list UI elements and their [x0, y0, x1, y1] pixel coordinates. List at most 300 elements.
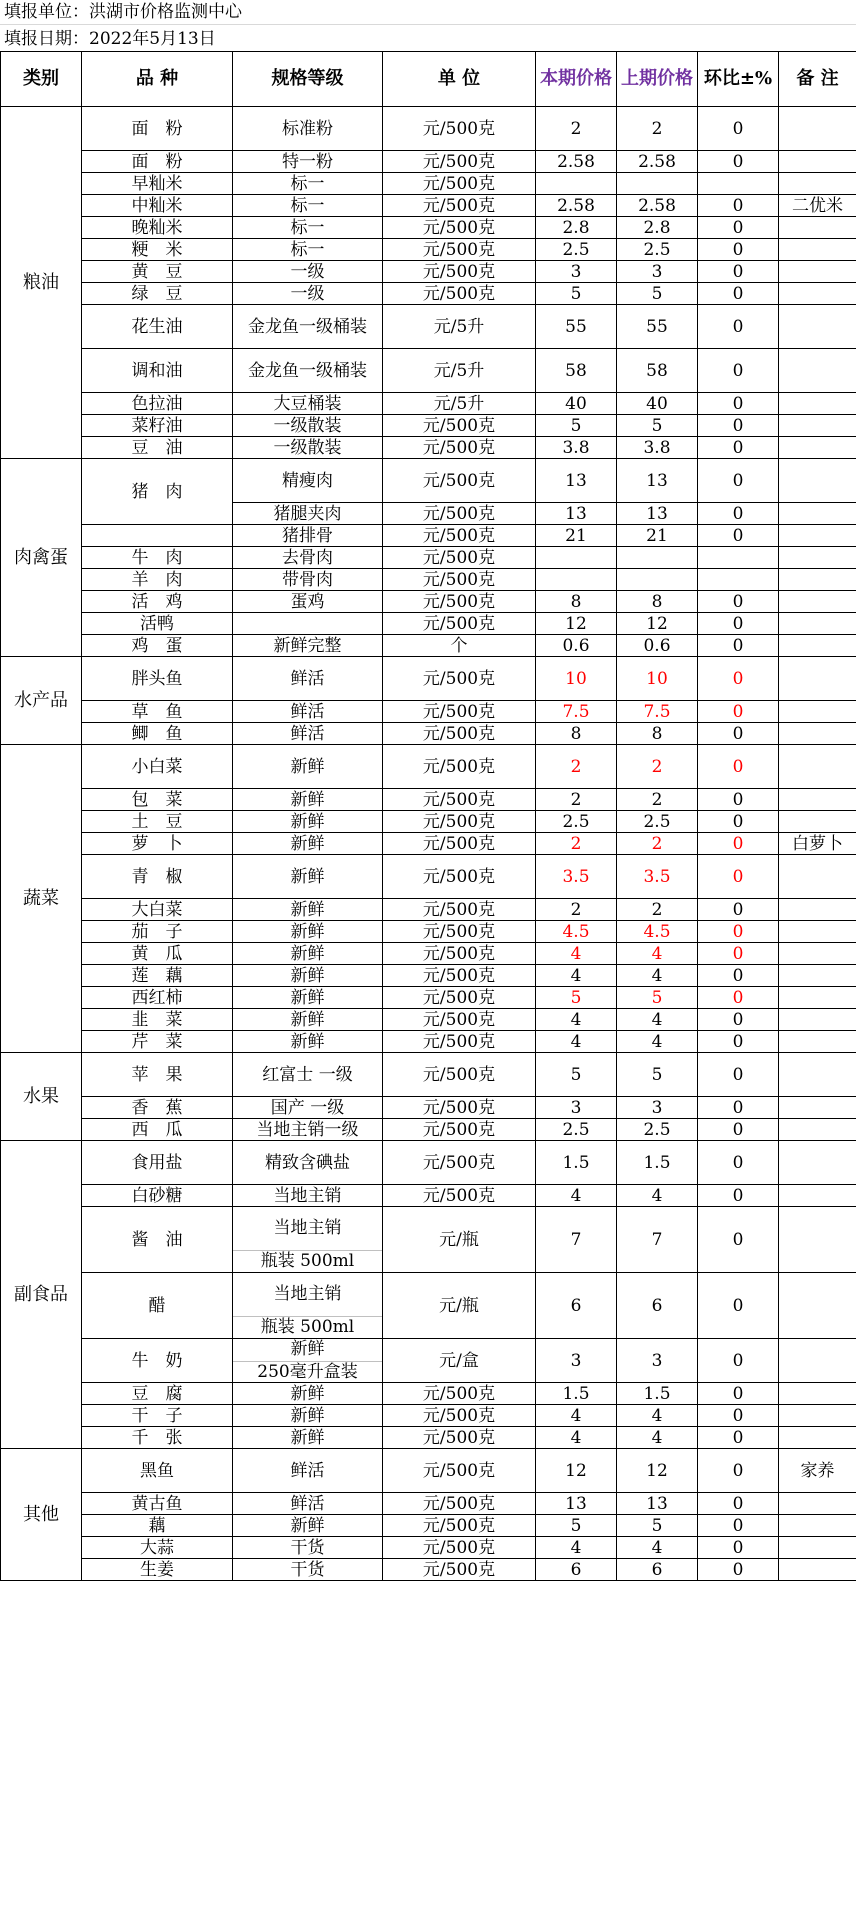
category-cell: 肉禽蛋 — [1, 459, 82, 657]
spec-cell: 新鲜 — [233, 1031, 383, 1053]
table-row — [1, 547, 856, 569]
current-price-cell: 2.5 — [536, 239, 617, 261]
current-price-cell: 4 — [536, 1405, 617, 1427]
spec-line-2: 瓶装 500ml — [233, 1250, 382, 1271]
table-row — [1, 1141, 856, 1185]
current-price-cell: 2.5 — [536, 1119, 617, 1141]
item-name-cell: 茄 子 — [82, 921, 233, 943]
unit-cell: 元/500克 — [383, 1031, 536, 1053]
current-price-cell: 2 — [536, 789, 617, 811]
current-price-cell: 5 — [536, 1515, 617, 1537]
previous-price-cell — [617, 547, 698, 569]
note-cell — [779, 459, 856, 503]
spec-cell: 新鲜 — [233, 899, 383, 921]
spec-cell: 新鲜完整 — [233, 635, 383, 657]
unit-cell: 元/500克 — [383, 503, 536, 525]
previous-price-cell: 3.8 — [617, 437, 698, 459]
note-cell — [779, 811, 856, 833]
note-cell — [779, 569, 856, 591]
current-price-cell: 13 — [536, 503, 617, 525]
note-cell: 二优米 — [779, 195, 856, 217]
note-cell — [779, 217, 856, 239]
table-row — [1, 987, 856, 1009]
note-cell — [779, 1273, 856, 1339]
change-cell: 0 — [698, 987, 779, 1009]
spec-cell — [233, 613, 383, 635]
change-cell: 0 — [698, 393, 779, 415]
previous-price-cell: 2.5 — [617, 239, 698, 261]
change-cell: 0 — [698, 107, 779, 151]
current-price-cell: 2 — [536, 745, 617, 789]
change-cell: 0 — [698, 789, 779, 811]
current-price-cell: 55 — [536, 305, 617, 349]
note-cell — [779, 437, 856, 459]
change-cell: 0 — [698, 503, 779, 525]
item-name-cell: 西红柿 — [82, 987, 233, 1009]
unit-cell: 元/5升 — [383, 393, 536, 415]
note-cell — [779, 1031, 856, 1053]
previous-price-cell: 2 — [617, 745, 698, 789]
unit-cell: 元/500克 — [383, 1427, 536, 1449]
change-cell: 0 — [698, 217, 779, 239]
table-row — [1, 459, 856, 503]
note-cell — [779, 1537, 856, 1559]
previous-price-cell: 2 — [617, 899, 698, 921]
spec-cell: 精致含碘盐 — [233, 1141, 383, 1185]
table-row — [1, 921, 856, 943]
unit-cell: 元/瓶 — [383, 1207, 536, 1273]
table-row — [1, 1493, 856, 1515]
table-row — [1, 261, 856, 283]
table-row — [1, 195, 856, 217]
unit-cell: 元/500克 — [383, 547, 536, 569]
spec-cell: 新鲜 — [233, 965, 383, 987]
item-name-cell: 包 菜 — [82, 789, 233, 811]
item-name-cell: 鸡 蛋 — [82, 635, 233, 657]
previous-price-cell: 55 — [617, 305, 698, 349]
change-cell: 0 — [698, 1097, 779, 1119]
item-name-cell: 生姜 — [82, 1559, 233, 1581]
item-name-cell: 早籼米 — [82, 173, 233, 195]
change-cell — [698, 173, 779, 195]
col-header-item: 品 种 — [82, 52, 233, 107]
unit-cell: 元/500克 — [383, 173, 536, 195]
spec-cell: 一级散装 — [233, 415, 383, 437]
change-cell: 0 — [698, 921, 779, 943]
previous-price-cell: 4 — [617, 1185, 698, 1207]
table-row — [1, 1053, 856, 1097]
col-header-note: 备 注 — [779, 52, 856, 107]
previous-price-cell: 5 — [617, 283, 698, 305]
table-row — [1, 1515, 856, 1537]
change-cell: 0 — [698, 723, 779, 745]
change-cell: 0 — [698, 239, 779, 261]
spec-cell: 当地主销 — [233, 1185, 383, 1207]
note-cell — [779, 1185, 856, 1207]
category-cell: 粮油 — [1, 107, 82, 459]
previous-price-cell: 3 — [617, 1339, 698, 1383]
previous-price-cell: 12 — [617, 613, 698, 635]
table-row — [1, 789, 856, 811]
spec-cell — [233, 1339, 383, 1383]
table-row — [1, 701, 856, 723]
item-name-cell: 活鸭 — [82, 613, 233, 635]
spec-cell: 去骨肉 — [233, 547, 383, 569]
previous-price-cell: 2.8 — [617, 217, 698, 239]
note-cell — [779, 503, 856, 525]
note-cell — [779, 1119, 856, 1141]
item-name-cell: 牛 肉 — [82, 547, 233, 569]
spec-cell: 标一 — [233, 217, 383, 239]
spec-cell: 鲜活 — [233, 723, 383, 745]
current-price-cell: 4 — [536, 1009, 617, 1031]
table-row — [1, 1009, 856, 1031]
current-price-cell: 58 — [536, 349, 617, 393]
change-cell: 0 — [698, 1053, 779, 1097]
current-price-cell: 3.8 — [536, 437, 617, 459]
unit-cell: 元/500克 — [383, 1097, 536, 1119]
unit-cell: 元/500克 — [383, 1449, 536, 1493]
unit-cell: 元/500克 — [383, 437, 536, 459]
unit-cell: 元/500克 — [383, 943, 536, 965]
current-price-cell: 4 — [536, 965, 617, 987]
item-name-cell: 调和油 — [82, 349, 233, 393]
spec-cell: 金龙鱼一级桶装 — [233, 349, 383, 393]
current-price-cell: 4 — [536, 1537, 617, 1559]
spec-cell: 新鲜 — [233, 833, 383, 855]
table-row — [1, 745, 856, 789]
previous-price-cell: 40 — [617, 393, 698, 415]
change-cell: 0 — [698, 899, 779, 921]
unit-cell: 元/500克 — [383, 657, 536, 701]
spec-cell: 新鲜 — [233, 789, 383, 811]
current-price-cell: 13 — [536, 1493, 617, 1515]
table-row — [1, 437, 856, 459]
item-name-cell: 黄 瓜 — [82, 943, 233, 965]
current-price-cell: 2 — [536, 833, 617, 855]
table-row — [1, 1339, 856, 1383]
note-cell — [779, 1141, 856, 1185]
table-row — [1, 1097, 856, 1119]
previous-price-cell: 2 — [617, 107, 698, 151]
table-row — [1, 1405, 856, 1427]
spec-cell: 国产 一级 — [233, 1097, 383, 1119]
item-name-cell: 胖头鱼 — [82, 657, 233, 701]
change-cell: 0 — [698, 1141, 779, 1185]
item-name-cell: 香 蕉 — [82, 1097, 233, 1119]
spec-cell: 鲜活 — [233, 701, 383, 723]
unit-cell: 元/500克 — [383, 107, 536, 151]
change-cell: 0 — [698, 1009, 779, 1031]
category-cell: 蔬菜 — [1, 745, 82, 1053]
note-cell — [779, 349, 856, 393]
report-date-label: 填报日期：2022年5月13日 — [4, 29, 216, 49]
change-cell — [698, 547, 779, 569]
spec-cell: 鲜活 — [233, 1493, 383, 1515]
unit-cell: 元/500克 — [383, 591, 536, 613]
unit-cell: 元/500克 — [383, 1537, 536, 1559]
current-price-cell: 4 — [536, 1185, 617, 1207]
report-date-line — [0, 27, 856, 51]
previous-price-cell: 4.5 — [617, 921, 698, 943]
item-name-cell: 豆 油 — [82, 437, 233, 459]
previous-price-cell: 6 — [617, 1273, 698, 1339]
previous-price-cell: 4 — [617, 1405, 698, 1427]
item-name-cell: 中籼米 — [82, 195, 233, 217]
note-cell — [779, 107, 856, 151]
col-header-change: 环比±% — [698, 52, 779, 107]
change-cell: 0 — [698, 1207, 779, 1273]
table-row — [1, 1537, 856, 1559]
spec-cell: 新鲜 — [233, 811, 383, 833]
spec-line-1: 当地主销 — [273, 1284, 342, 1304]
unit-cell: 元/500克 — [383, 745, 536, 789]
current-price-cell: 3 — [536, 261, 617, 283]
unit-cell: 元/500克 — [383, 195, 536, 217]
item-name-cell: 藕 — [82, 1515, 233, 1537]
previous-price-cell: 4 — [617, 1537, 698, 1559]
spec-cell: 精瘦肉 — [233, 459, 383, 503]
table-row — [1, 1273, 856, 1339]
table-row — [1, 1559, 856, 1581]
col-header-previous-price: 上期价格 — [617, 52, 698, 107]
note-cell — [779, 965, 856, 987]
previous-price-cell: 3.5 — [617, 855, 698, 899]
category-cell: 水产品 — [1, 657, 82, 745]
table-row — [1, 283, 856, 305]
item-name-cell — [82, 525, 233, 547]
previous-price-cell: 5 — [617, 1515, 698, 1537]
unit-cell: 元/500克 — [383, 1141, 536, 1185]
item-name-cell: 黄古鱼 — [82, 1493, 233, 1515]
previous-price-cell: 1.5 — [617, 1141, 698, 1185]
current-price-cell: 4 — [536, 1427, 617, 1449]
table-row — [1, 151, 856, 173]
table-row — [1, 1119, 856, 1141]
note-cell — [779, 657, 856, 701]
table-row — [1, 811, 856, 833]
table-header-row — [1, 52, 856, 107]
table-row — [1, 833, 856, 855]
item-name-cell: 面 粉 — [82, 107, 233, 151]
previous-price-cell: 2.5 — [617, 811, 698, 833]
change-cell: 0 — [698, 283, 779, 305]
previous-price-cell: 7.5 — [617, 701, 698, 723]
change-cell: 0 — [698, 1383, 779, 1405]
note-cell — [779, 1515, 856, 1537]
change-cell: 0 — [698, 1559, 779, 1581]
table-row — [1, 1383, 856, 1405]
spec-cell: 新鲜 — [233, 921, 383, 943]
current-price-cell: 7 — [536, 1207, 617, 1273]
report-unit-label: 填报单位：洪湖市价格监测中心 — [4, 2, 242, 22]
change-cell: 0 — [698, 701, 779, 723]
change-cell: 0 — [698, 811, 779, 833]
note-cell — [779, 1207, 856, 1273]
change-cell: 0 — [698, 459, 779, 503]
unit-cell: 元/500克 — [383, 811, 536, 833]
current-price-cell: 3 — [536, 1097, 617, 1119]
item-name-cell: 粳 米 — [82, 239, 233, 261]
current-price-cell: 8 — [536, 591, 617, 613]
current-price-cell: 6 — [536, 1273, 617, 1339]
previous-price-cell: 13 — [617, 503, 698, 525]
previous-price-cell: 4 — [617, 1031, 698, 1053]
spec-cell: 大豆桶装 — [233, 393, 383, 415]
previous-price-cell: 5 — [617, 987, 698, 1009]
unit-cell: 元/500克 — [383, 899, 536, 921]
unit-cell: 元/500克 — [383, 855, 536, 899]
table-row — [1, 569, 856, 591]
note-cell — [779, 305, 856, 349]
unit-cell: 元/500克 — [383, 415, 536, 437]
note-cell — [779, 525, 856, 547]
previous-price-cell: 4 — [617, 943, 698, 965]
spec-line-1: 当地主销 — [273, 1218, 342, 1238]
spec-cell: 特一粉 — [233, 151, 383, 173]
unit-cell: 元/500克 — [383, 1009, 536, 1031]
table-row — [1, 1207, 856, 1273]
current-price-cell: 2.5 — [536, 811, 617, 833]
spec-cell: 标一 — [233, 195, 383, 217]
spec-cell: 新鲜 — [233, 987, 383, 1009]
table-row — [1, 1449, 856, 1493]
spec-cell: 鲜活 — [233, 1449, 383, 1493]
previous-price-cell: 2.58 — [617, 151, 698, 173]
unit-cell: 元/500克 — [383, 1493, 536, 1515]
table-row — [1, 415, 856, 437]
note-cell — [779, 1493, 856, 1515]
spec-cell: 红富士 一级 — [233, 1053, 383, 1097]
item-name-cell: 鲫 鱼 — [82, 723, 233, 745]
note-cell — [779, 613, 856, 635]
unit-cell: 元/500克 — [383, 789, 536, 811]
table-row — [1, 1427, 856, 1449]
change-cell: 0 — [698, 613, 779, 635]
note-cell — [779, 789, 856, 811]
spec-cell: 当地主销一级 — [233, 1119, 383, 1141]
change-cell: 0 — [698, 591, 779, 613]
previous-price-cell — [617, 173, 698, 195]
spec-cell: 新鲜 — [233, 1427, 383, 1449]
current-price-cell: 7.5 — [536, 701, 617, 723]
note-cell — [779, 1427, 856, 1449]
table-row — [1, 217, 856, 239]
note-cell — [779, 151, 856, 173]
spec-cell: 新鲜 — [233, 745, 383, 789]
table-row — [1, 613, 856, 635]
unit-cell: 元/500克 — [383, 921, 536, 943]
note-cell — [779, 261, 856, 283]
current-price-cell: 40 — [536, 393, 617, 415]
table-row — [1, 899, 856, 921]
spec-cell: 鲜活 — [233, 657, 383, 701]
previous-price-cell: 1.5 — [617, 1383, 698, 1405]
table-row — [1, 855, 856, 899]
item-name-cell: 千 张 — [82, 1427, 233, 1449]
note-cell — [779, 635, 856, 657]
change-cell: 0 — [698, 965, 779, 987]
previous-price-cell: 3 — [617, 1097, 698, 1119]
spec-cell: 标一 — [233, 173, 383, 195]
previous-price-cell: 5 — [617, 1053, 698, 1097]
unit-cell: 元/500克 — [383, 1515, 536, 1537]
current-price-cell: 0.6 — [536, 635, 617, 657]
unit-cell: 元/500克 — [383, 239, 536, 261]
table-row — [1, 525, 856, 547]
current-price-cell: 5 — [536, 415, 617, 437]
current-price-cell: 4 — [536, 943, 617, 965]
current-price-cell — [536, 173, 617, 195]
current-price-cell: 21 — [536, 525, 617, 547]
table-body — [1, 107, 856, 1581]
note-cell — [779, 393, 856, 415]
current-price-cell: 12 — [536, 613, 617, 635]
unit-cell: 元/500克 — [383, 1185, 536, 1207]
table-row — [1, 591, 856, 613]
current-price-cell: 12 — [536, 1449, 617, 1493]
unit-cell: 元/500克 — [383, 833, 536, 855]
item-name-cell: 豆 腐 — [82, 1383, 233, 1405]
table-row — [1, 635, 856, 657]
note-cell — [779, 723, 856, 745]
col-header-spec: 规格等级 — [233, 52, 383, 107]
note-cell: 家养 — [779, 1449, 856, 1493]
current-price-cell: 1.5 — [536, 1383, 617, 1405]
previous-price-cell: 2 — [617, 833, 698, 855]
unit-cell: 元/500克 — [383, 987, 536, 1009]
spec-cell: 干货 — [233, 1559, 383, 1581]
table-row — [1, 107, 856, 151]
unit-cell: 元/瓶 — [383, 1273, 536, 1339]
previous-price-cell: 21 — [617, 525, 698, 547]
change-cell: 0 — [698, 437, 779, 459]
unit-cell: 元/500克 — [383, 283, 536, 305]
note-cell — [779, 987, 856, 1009]
table-row — [1, 965, 856, 987]
note-cell — [779, 1097, 856, 1119]
item-name-cell: 晚籼米 — [82, 217, 233, 239]
spec-cell: 新鲜 — [233, 1009, 383, 1031]
item-name-cell: 活 鸡 — [82, 591, 233, 613]
spec-cell: 带骨肉 — [233, 569, 383, 591]
note-cell — [779, 701, 856, 723]
item-name-cell: 牛 奶 — [82, 1339, 233, 1383]
change-cell: 0 — [698, 635, 779, 657]
note-cell — [779, 173, 856, 195]
unit-cell: 元/500克 — [383, 217, 536, 239]
previous-price-cell: 0.6 — [617, 635, 698, 657]
change-cell: 0 — [698, 943, 779, 965]
current-price-cell: 3.5 — [536, 855, 617, 899]
current-price-cell: 2.8 — [536, 217, 617, 239]
item-name-cell: 羊 肉 — [82, 569, 233, 591]
item-name-cell: 黄 豆 — [82, 261, 233, 283]
change-cell: 0 — [698, 745, 779, 789]
spec-cell: 一级 — [233, 283, 383, 305]
spec-line-2: 250毫升盒装 — [233, 1361, 382, 1382]
item-name-cell: 食用盐 — [82, 1141, 233, 1185]
table-row — [1, 305, 856, 349]
note-cell — [779, 1009, 856, 1031]
previous-price-cell: 6 — [617, 1559, 698, 1581]
note-cell — [779, 1339, 856, 1383]
price-table — [0, 51, 856, 1581]
item-name-cell: 大白菜 — [82, 899, 233, 921]
item-name-cell: 绿 豆 — [82, 283, 233, 305]
table-row — [1, 393, 856, 415]
col-header-unit: 单 位 — [383, 52, 536, 107]
